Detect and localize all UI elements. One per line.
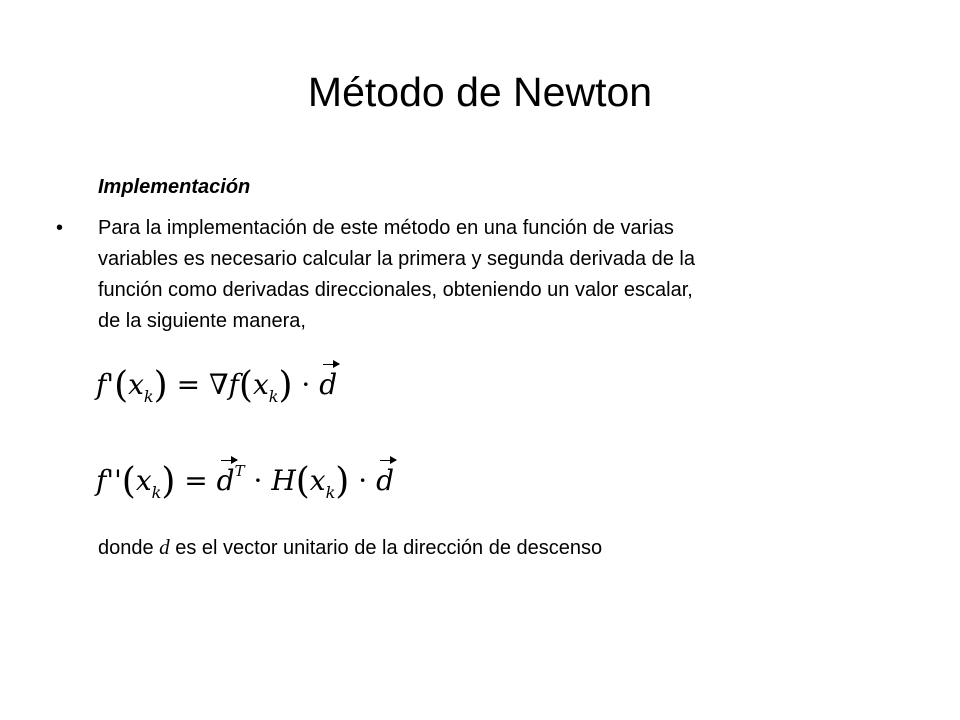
- bullet-text: Para la implementación de este método en una función de varias variables es necesario calcular la primera y segunda derivada de la función como derivadas direccionales, obteniendo un valor escalar, de la siguiente manera,: [98, 217, 695, 332]
- paren-open: (: [295, 461, 310, 502]
- paren-close: ): [161, 461, 176, 502]
- formula-first-derivative: [96, 360, 337, 422]
- paren-open: (: [238, 365, 253, 406]
- formula-2-dot-2: ·: [358, 464, 368, 497]
- formula-1-x: x: [128, 368, 144, 401]
- paren-close: ): [335, 461, 350, 502]
- footnote-prefix: donde: [98, 537, 160, 559]
- footnote-suffix: es el vector unitario de la dirección de descenso: [169, 537, 603, 559]
- formula-1-equals: =: [176, 368, 201, 401]
- transpose-superscript: T: [234, 462, 245, 480]
- paren-open: (: [114, 365, 129, 406]
- formula-2-dot: ·: [253, 464, 263, 497]
- footnote-variable: d: [159, 535, 170, 559]
- paren-close: ): [153, 365, 168, 406]
- formula-1-prime: ': [106, 368, 115, 401]
- formula-1-rhs-x: x: [252, 368, 269, 401]
- formula-second-derivative: [96, 446, 394, 518]
- paren-open: (: [121, 461, 136, 502]
- formula-2-f: f: [96, 464, 107, 497]
- vector-d-transposed: d: [217, 456, 235, 506]
- formula-2-hx: x: [309, 464, 326, 497]
- formula-1-rhs-f: f: [228, 368, 239, 401]
- hessian-h: H: [271, 464, 296, 497]
- formula-2-equals: =: [184, 464, 208, 497]
- vector-d: d: [376, 456, 394, 506]
- slide-title: Método de Newton: [307, 69, 653, 115]
- formula-2-h-subscript: k: [325, 483, 336, 502]
- formula-1-dot: ·: [301, 368, 311, 401]
- vector-d: d: [319, 360, 337, 410]
- paren-close: ): [278, 365, 293, 406]
- formula-2-x: x: [135, 464, 152, 497]
- nabla-symbol: ∇: [208, 368, 229, 401]
- formula-1-subscript: k: [143, 387, 154, 406]
- formula-1-f: f: [96, 368, 107, 401]
- bullet-icon: •: [56, 217, 64, 239]
- formula-1-rhs-subscript: k: [268, 387, 279, 406]
- formula-2-subscript: k: [151, 483, 162, 502]
- formula-2-prime: '': [106, 464, 122, 497]
- section-heading: Implementación: [98, 176, 251, 198]
- footnote-description: [98, 532, 602, 564]
